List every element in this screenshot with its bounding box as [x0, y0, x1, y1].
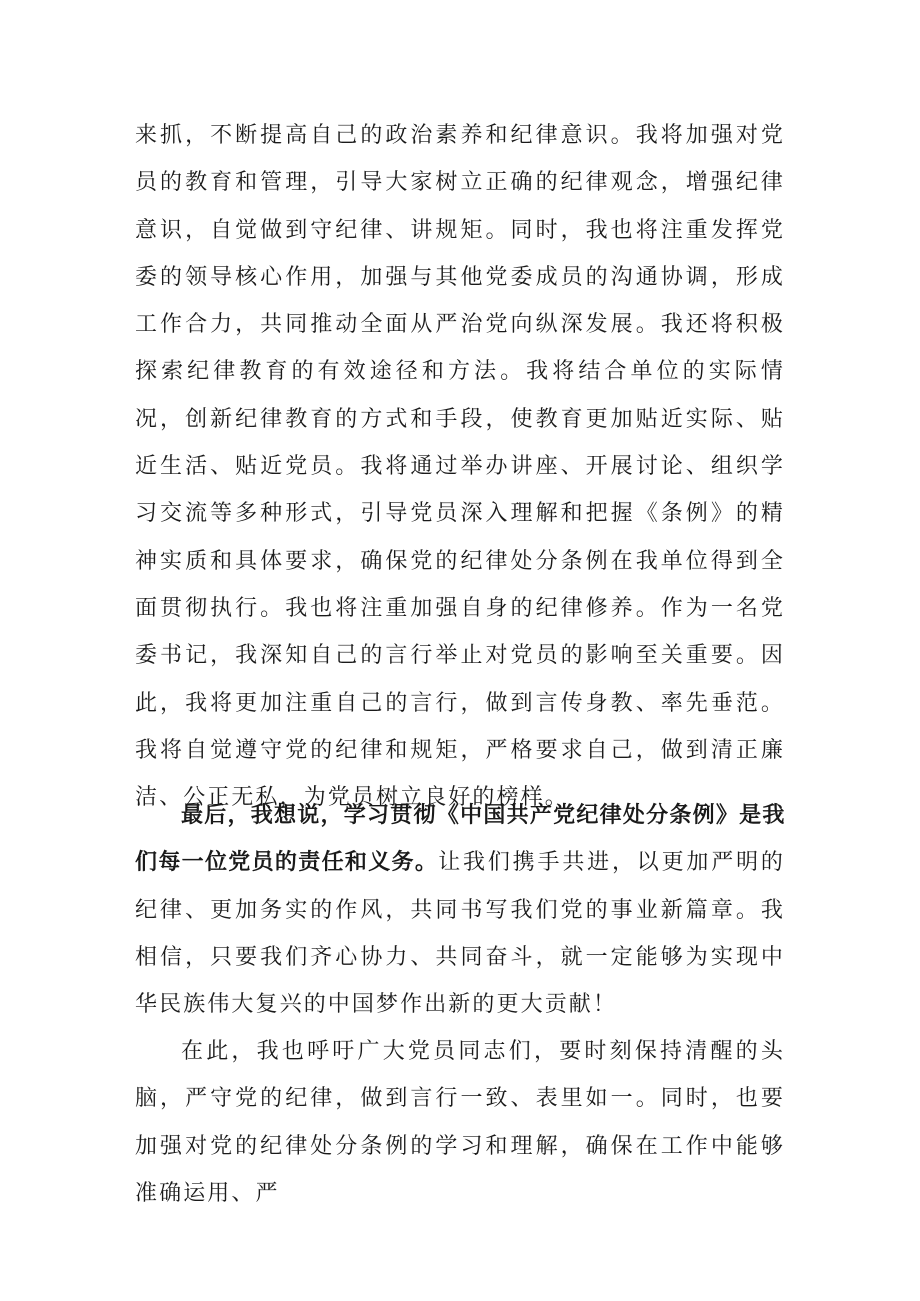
paragraph-conclusion-bold-text: 最后，我想说，学习贯彻《中国共产党纪律处分条例》是我们每一位党员的责任和义务。	[135, 803, 785, 876]
paragraph-commitment	[135, 112, 785, 821]
paragraph-appeal-text: 在此，我也呼吁广大党员同志们，要时刻保持清醒的头脑，严守党的纪律，做到言行一致、表里如一。同时，也要加强对党的纪律处分条例的学习和理解，确保在工作中能够准确运用、严	[135, 1039, 785, 1206]
paragraph-conclusion-text: 让我们携手共进，以更加严明的纪律、更加务实的作风，共同书写我们党的事业新篇章。我相信，只要我们齐心协力、共同奋斗，就一定能够为实现中华民族伟大复兴的中国梦作出新的更大贡献！	[135, 850, 785, 1018]
paragraph-commitment-text: 来抓，不断提高自己的政治素养和纪律意识。我将加强对党员的教育和管理，引导大家树立正确的纪律观念，增强纪律意识，自觉做到守纪律、讲规矩。同时，我也将注重发挥党委的领导核心作用，加强与其他党委成员的沟通协调，形成工作合力，共同推动全面从严治党向纵深发展。我还将积极探索纪律教育的有效途径和方法。我将结合单位的实际情况，创新纪律教育的方式和手段，使教育更加贴近实际、贴近生活、贴近党员。我将通过举办讲座、开展讨论、组织学习交流等多种形式，引导党员深入理解和把握《条例》的精神实质和具体要求，确保党的纪律处分条例在我单位得到全面贯彻执行。我也将注重加强自身的纪律修养。作为一名党委书记，我深知自己的言行举止对党员的影响至关重要。因此，我将更加注重自己的言行，做到言传身教、率先垂范。我将自觉遵守党的纪律和规矩，严格要求自己，做到清正廉洁、公正无私，为党员树立良好的榜样。	[135, 123, 785, 811]
paragraph-appeal	[135, 1028, 785, 1217]
paragraph-conclusion	[135, 792, 785, 1028]
